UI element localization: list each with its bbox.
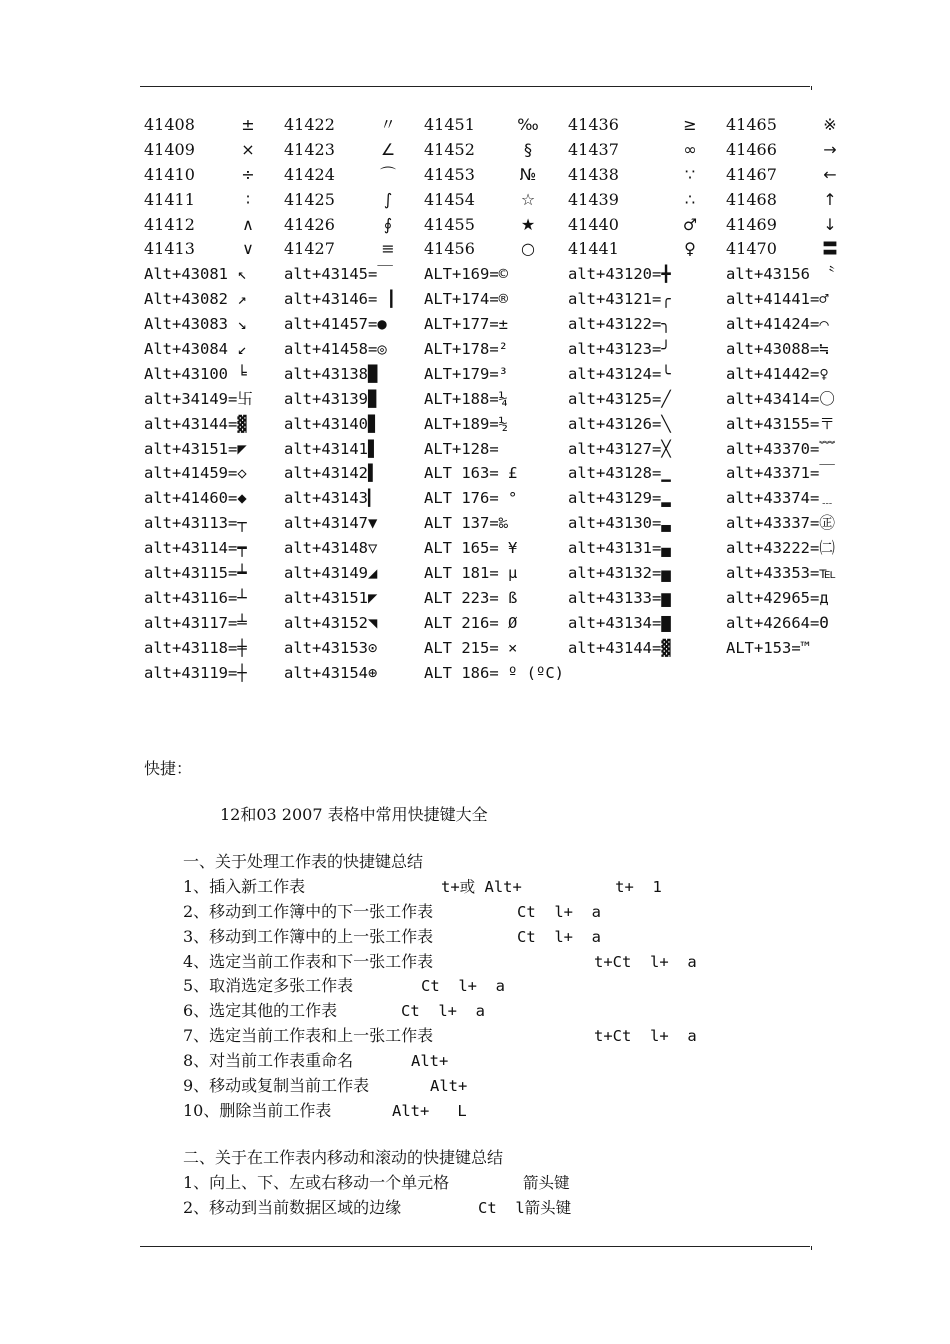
list-item: 10、删除当前工作表 Alt+ L (183, 1100, 467, 1120)
list-item: 8、对当前工作表重命名 Alt+ (183, 1051, 449, 1071)
list-item: 3、移动到工作簿中的上一张工作表 Ct l+ a (183, 926, 601, 946)
footer-rule (140, 1246, 810, 1247)
list-item: 9、移动或复制当前工作表 Alt+ (183, 1076, 468, 1096)
list-item: 4、选定当前工作表和下一张工作表 t+Ct l+ a (183, 951, 697, 971)
list-item: 2、移动到当前数据区域的边缘 Ct l箭头键 (183, 1197, 572, 1217)
list-item: 6、选定其他的工作表 Ct l+ a (183, 1001, 485, 1021)
section-navigation-shortcuts (183, 1146, 572, 1221)
shortcut-label: 快捷： (144, 759, 193, 778)
list-item: 1、向上、下、左或右移动一个单元格 箭头键 (183, 1172, 570, 1192)
section-heading: 二、关于在工作表内移动和滚动的快捷键总结 (183, 1148, 504, 1167)
document-title: 12和03 2007 表格中常用快捷键大全 (220, 805, 488, 824)
list-item: 1、插入新工作表 t+或 Alt+ t+ 1 (183, 876, 662, 896)
list-item: 7、选定当前工作表和上一张工作表 t+Ct l+ a (183, 1026, 697, 1046)
header-rule (140, 86, 810, 87)
list-item: 2、移动到工作簿中的下一张工作表 Ct l+ a (183, 901, 601, 921)
list-item: 5、取消选定多张工作表 Ct l+ a (183, 976, 505, 996)
section-sheet-shortcuts (183, 850, 697, 1124)
section-heading: 一、关于处理工作表的快捷键总结 (183, 852, 424, 871)
